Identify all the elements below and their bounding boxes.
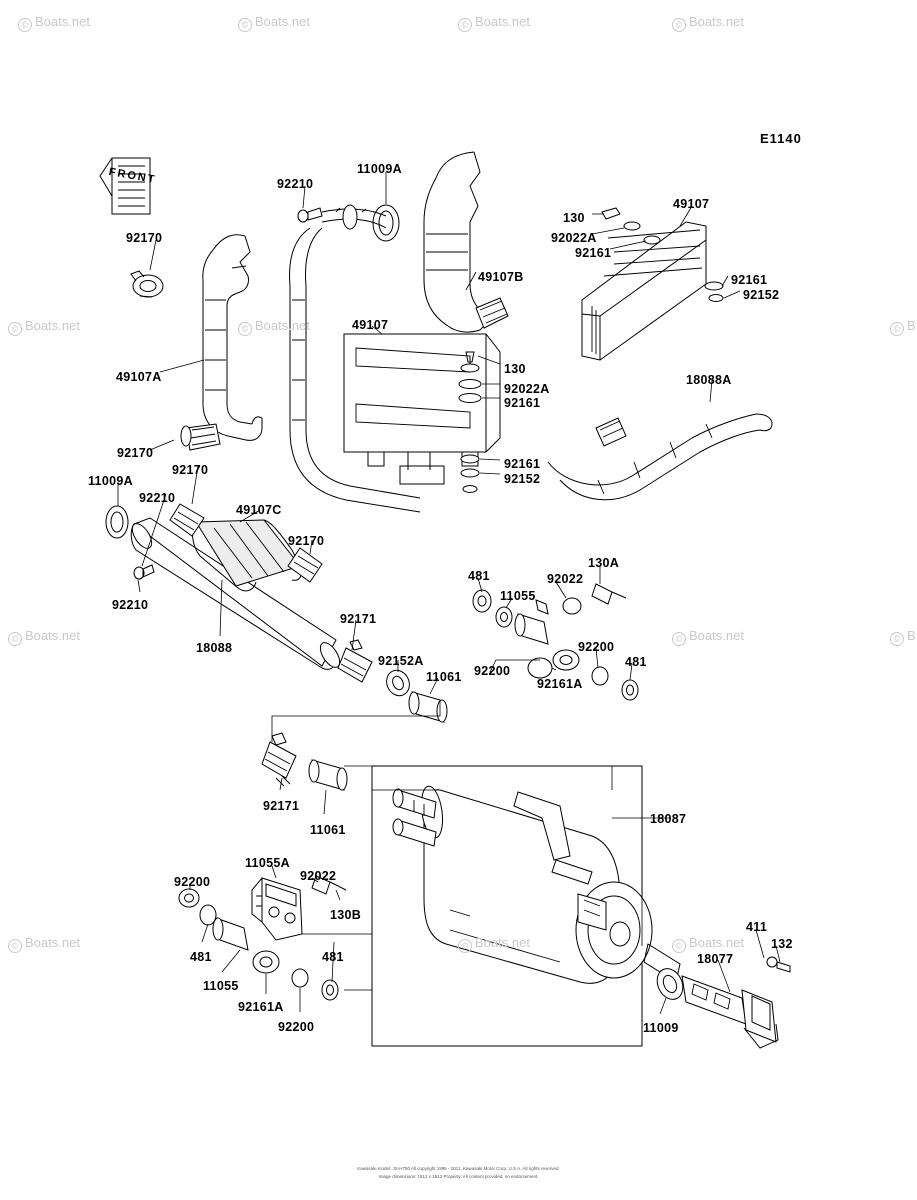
screw-92210-c: [134, 565, 154, 579]
part-label-92022-b: 92022: [300, 869, 337, 883]
part-label-92200-b: 92200: [474, 664, 511, 678]
part-label-92170-d: 92170: [288, 534, 325, 548]
diagram-code: E1140: [760, 131, 802, 146]
part-label-11009-b: 11009: [643, 1021, 679, 1035]
part-label-11055-a: 11055: [500, 589, 536, 603]
part-label-132: 132: [771, 937, 793, 951]
part-label-92022A-a: 92022A: [504, 382, 550, 396]
part-label-92022-a: 92022: [547, 572, 584, 586]
part-label-130B: 130B: [330, 908, 362, 922]
part-label-92161-c: 92161: [575, 246, 612, 260]
part-label-92200-c: 92200: [174, 875, 211, 889]
watermark: © Boats.net: [8, 935, 80, 953]
part-label-11061-a: 11061: [426, 670, 462, 684]
part-label-49107A: 49107A: [116, 370, 162, 384]
part-label-18077: 18077: [697, 952, 734, 966]
part-label-11055A: 11055A: [245, 856, 290, 870]
watermark: © Boats.net: [238, 14, 310, 32]
fastener-stack-center-bottom: [461, 455, 479, 493]
part-label-92171-a: 92171: [340, 612, 377, 626]
gasket-11009A-a: [373, 205, 399, 241]
part-label-92152-b: 92152: [743, 288, 780, 302]
watermark: © B: [890, 318, 916, 336]
clamp-92171-a: [338, 640, 372, 682]
part-label-92161-b: 92161: [504, 457, 541, 471]
clamp-92171-b: [262, 733, 296, 786]
fastener-stack-right-bottom: [705, 282, 723, 302]
watermark: © Boats.net: [672, 14, 744, 32]
part-label-11061-b: 11061: [310, 823, 346, 837]
pipe-18088A: [548, 414, 772, 500]
part-label-92161-d: 92161: [731, 273, 768, 287]
part-label-11055-b: 11055: [203, 979, 239, 993]
watermark: © Boats.net: [672, 935, 744, 953]
front-arrow-icon: [100, 158, 150, 214]
watermark: © Boats.net: [18, 14, 90, 32]
sleeve-11061-b: [309, 760, 347, 790]
hose-49107B: [424, 152, 508, 332]
screw-92210-a: [298, 208, 322, 222]
part-label-92161-a: 92161: [504, 396, 541, 410]
watermark: © Boats.net: [238, 318, 310, 336]
muffler-18087: [372, 766, 680, 1046]
part-label-92170-a: 92170: [126, 231, 163, 245]
part-label-92200-a: 92200: [578, 640, 615, 654]
front-arrow-label: FRONT: [107, 166, 158, 187]
watermark: © Boats.net: [8, 318, 80, 336]
part-label-92170-c: 92170: [172, 463, 209, 477]
part-label-130-b: 130: [563, 211, 585, 225]
part-label-18088: 18088: [196, 641, 233, 655]
part-label-92022A-b: 92022A: [551, 231, 597, 245]
fastener-stack-right-top: [602, 208, 660, 244]
watermark: © Boats.net: [458, 14, 530, 32]
part-label-411: 411: [746, 920, 768, 934]
hose-49107A: [203, 235, 262, 441]
part-label-92152-a: 92152: [504, 472, 541, 486]
part-label-49107-mid: 49107: [352, 318, 389, 332]
part-label-92152A: 92152A: [378, 654, 424, 668]
part-label-481-d: 481: [190, 950, 212, 964]
sleeve-11061-a: [409, 692, 447, 722]
part-label-92210-a: 92210: [277, 177, 314, 191]
part-label-49107B: 49107B: [478, 270, 524, 284]
clamp-92170-a: [131, 271, 163, 297]
part-label-92200-d: 92200: [278, 1020, 315, 1034]
watermark: © Boats.net: [8, 628, 80, 646]
muffler-18088: [129, 504, 344, 671]
part-label-481-a: 481: [468, 569, 490, 583]
part-label-18087: 18087: [650, 812, 687, 826]
part-label-481-c: 481: [322, 950, 344, 964]
part-label-49107-r: 49107: [673, 197, 710, 211]
part-label-11009A-b: 11009A: [88, 474, 133, 488]
footer-copyright-line1: Kawasaki model: JS-H750 All copyright 1995 - 2011, Kawasaki Motor Corp, U.S.A. All rights reserved.: [357, 1166, 560, 1171]
gasket-11009A-b: [106, 506, 128, 538]
watermark: © B: [890, 628, 916, 646]
part-label-92210-c: 92210: [112, 598, 149, 612]
part-label-11009A-a: 11009A: [357, 162, 402, 176]
part-label-49107C: 49107C: [236, 503, 282, 517]
part-label-92170-b: 92170: [117, 446, 154, 460]
watermark: © Boats.net: [672, 628, 744, 646]
part-label-92171-b: 92171: [263, 799, 300, 813]
part-label-130A: 130A: [588, 556, 620, 570]
clamp-92170-b: [181, 424, 220, 450]
part-label-92161A-b: 92161A: [238, 1000, 284, 1014]
part-label-92161A-a: 92161A: [537, 677, 583, 691]
heat-shield-49107-right: [582, 222, 706, 360]
part-label-92210-b: 92210: [139, 491, 176, 505]
footer-copyright-line2: Image dimensions: 1512 x 1512 Property: All content provided, no endorsement.: [378, 1174, 539, 1179]
watermark: © Boats.net: [458, 935, 530, 953]
part-label-130-a: 130: [504, 362, 526, 376]
part-label-481-b: 481: [625, 655, 647, 669]
part-label-18088A: 18088A: [686, 373, 732, 387]
